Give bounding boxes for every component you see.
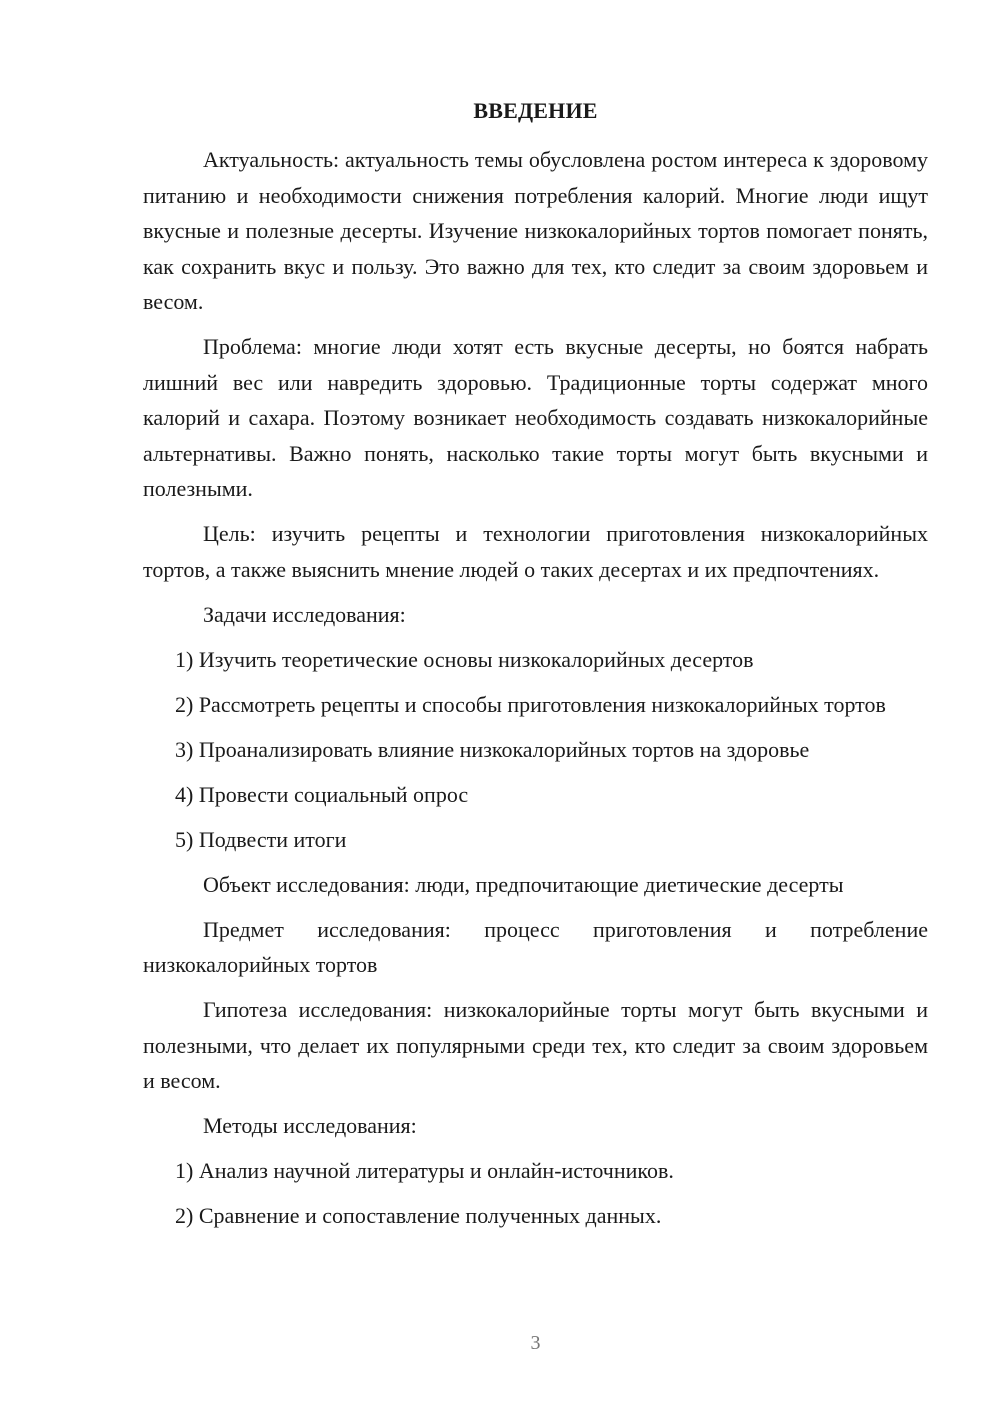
method-item: 1) Анализ научной литературы и онлайн-источников. <box>175 1158 674 1183</box>
method-item: 2) Сравнение и сопоставление полученных данных. <box>175 1203 662 1228</box>
page-title: ВВЕДЕНИЕ <box>473 98 598 123</box>
goal-paragraph: Цель: изучить рецепты и технологии приготовления низкокалорийных тортов, а также выяснить мнение людей о таких десертах и их предпочтениях. <box>143 521 928 582</box>
task-item: 3) Проанализировать влияние низкокалорийных тортов на здоровье <box>175 736 810 762</box>
subject-paragraph: Предмет исследования: процесс приготовления и потребление низкокалорийных тортов <box>143 916 928 977</box>
document-page <box>143 0 928 1414</box>
task-item: 4) Провести социальный опрос <box>175 781 469 807</box>
page-number: 3 <box>530 1332 541 1354</box>
problem-paragraph: Проблема: многие люди хотят есть вкусные десерты, но боятся набрать лишний вес или навредить здоровью. Традиционные торты содержат много калорий и сахара. Поэтому возникает необходимость создавать низкокалорийные альтернативы. Важно понять, насколько такие торты могут быть вкусными и полезными. <box>143 334 928 501</box>
document-body <box>143 142 928 1243</box>
relevance-paragraph: Актуальность: актуальность темы обусловлена ростом интереса к здоровому питанию и необходимости снижения потребления калорий. Многие люди ищут вкусные и полезные десерты. Изучение низкокалорийных тортов помогает понять, как сохранить вкус и пользу. Это важно для тех, кто следит за своим здоровьем и весом. <box>143 147 928 314</box>
task-item: 1) Изучить теоретические основы низкокалорийных десертов <box>175 646 754 672</box>
object-paragraph: Объект исследования: люди, предпочитающие диетические десерты <box>203 871 844 897</box>
task-item: 2) Рассмотреть рецепты и способы приготовления низкокалорийных тортов <box>175 691 886 717</box>
task-item: 5) Подвести итоги <box>175 826 347 852</box>
tasks-heading: Задачи исследования: <box>203 601 406 627</box>
methods-heading: Методы исследования: <box>203 1113 417 1138</box>
hypothesis-paragraph: Гипотеза исследования: низкокалорийные торты могут быть вкусными и полезными, что делает их популярными среди тех, кто следит за своим здоровьем и весом. <box>143 997 928 1093</box>
